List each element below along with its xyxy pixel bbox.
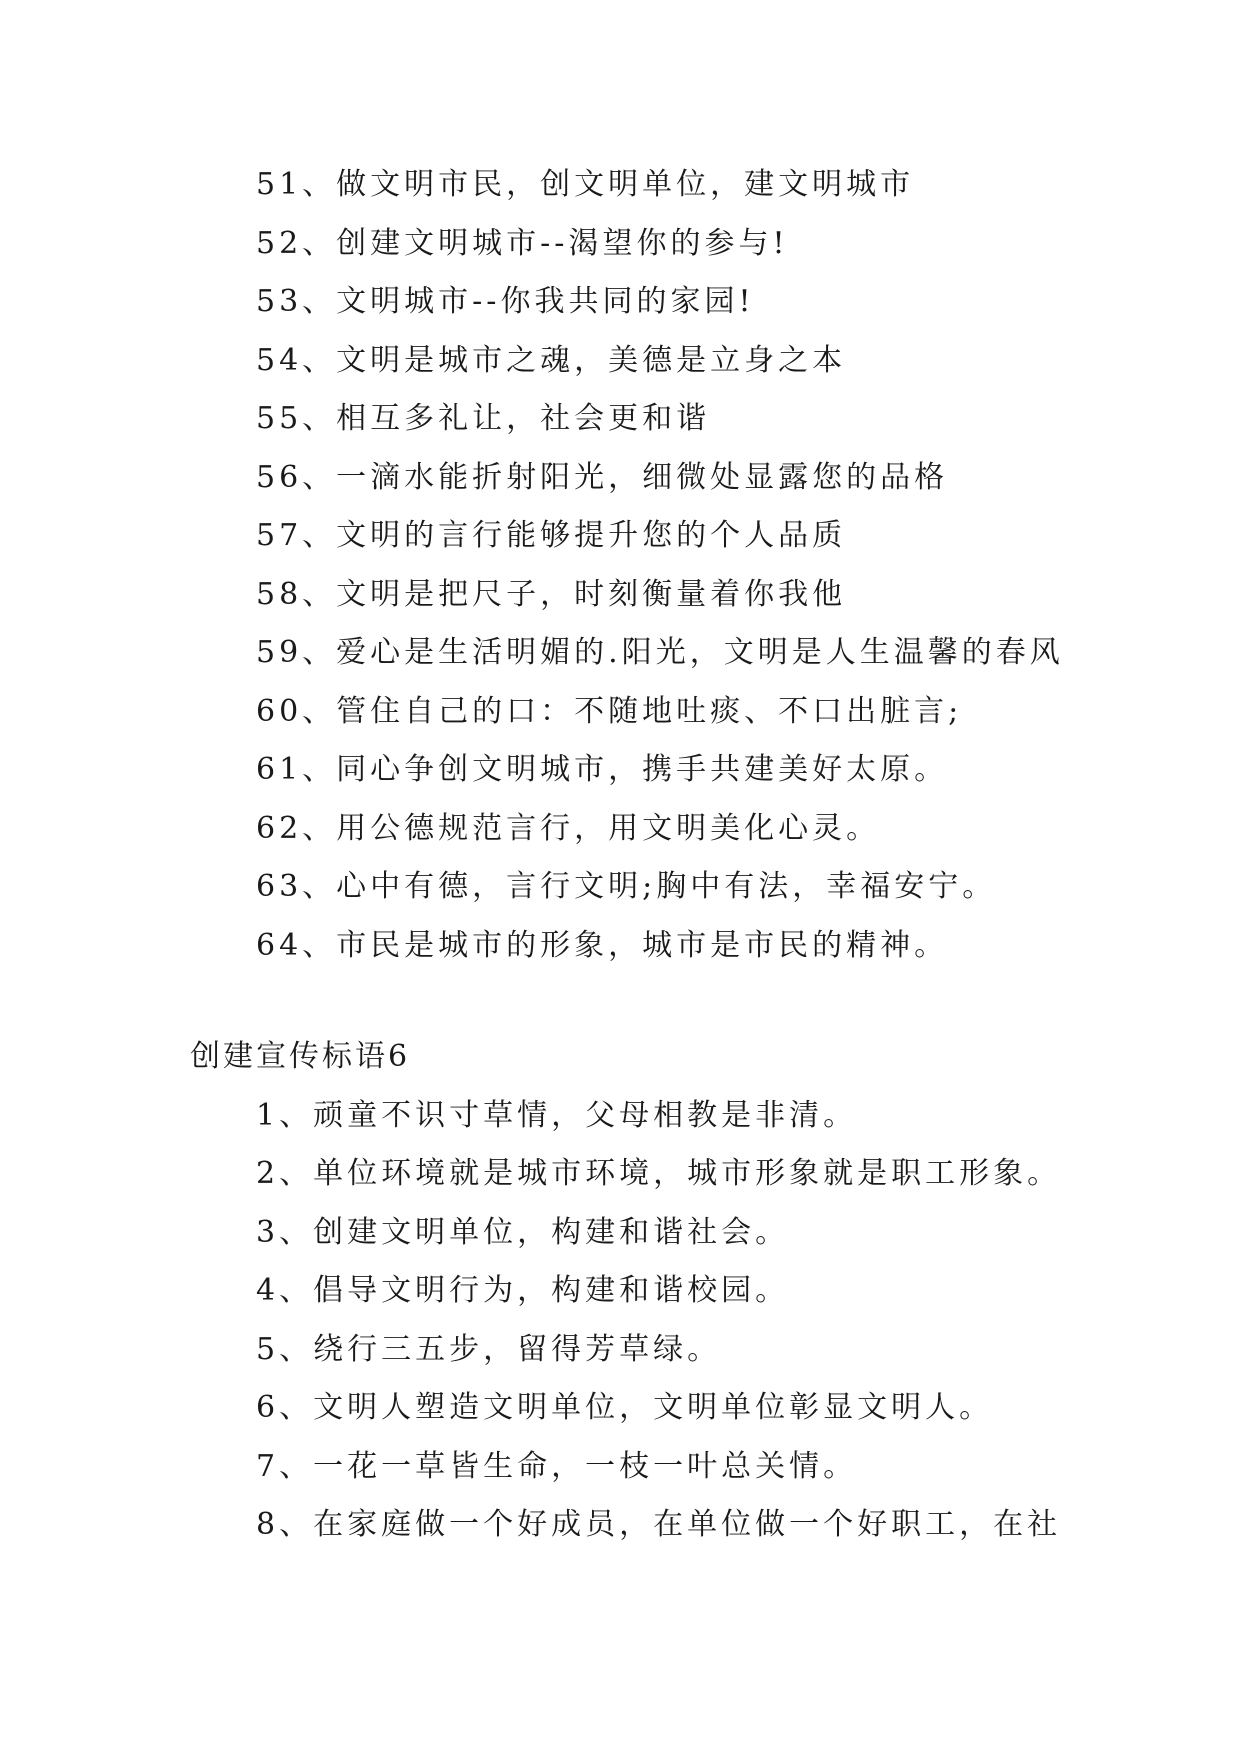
slogan-line: 7、一花一草皆生命，一枝一叶总关情。	[256, 1449, 858, 1484]
section-heading: 创建宣传标语6	[190, 1039, 411, 1074]
slogan-line: 4、倡导文明行为，构建和谐校园。	[256, 1273, 790, 1308]
slogan-line: 58、文明是把尺子，时刻衡量着你我他	[256, 577, 847, 612]
slogan-line: 53、文明城市--你我共同的家园!	[256, 284, 755, 319]
slogan-line: 3、创建文明单位，构建和谐社会。	[256, 1215, 790, 1250]
slogan-line: 51、做文明市民，创文明单位，建文明城市	[256, 167, 915, 202]
slogan-line: 1、顽童不识寸草情，父母相教是非清。	[256, 1098, 858, 1133]
slogan-line: 2、单位环境就是城市环境，城市形象就是职工形象。	[256, 1156, 1062, 1191]
slogan-line: 52、创建文明城市--渴望你的参与!	[256, 226, 789, 261]
slogan-line: 63、心中有德，言行文明;胸中有法，幸福安宁。	[256, 869, 997, 904]
slogan-line: 64、市民是城市的形象，城市是市民的精神。	[256, 928, 949, 963]
slogan-line: 60、管住自己的口：不随地吐痰、不口出脏言;	[256, 694, 963, 729]
slogan-line: 5、绕行三五步，留得芳草绿。	[256, 1332, 722, 1367]
slogan-line: 56、一滴水能折射阳光，细微处显露您的品格	[256, 460, 949, 495]
slogan-line: 6、文明人塑造文明单位，文明单位彰显文明人。	[256, 1390, 994, 1425]
slogan-line: 54、文明是城市之魂，美德是立身之本	[256, 343, 847, 378]
slogan-line: 55、相互多礼让，社会更和谐	[256, 401, 711, 436]
slogan-line: 8、在家庭做一个好成员，在单位做一个好职工，在社	[256, 1507, 1062, 1542]
slogan-line: 62、用公德规范言行，用文明美化心灵。	[256, 811, 881, 846]
slogan-line: 57、文明的言行能够提升您的个人品质	[256, 518, 847, 553]
slogan-line: 59、爱心是生活明媚的.阳光，文明是人生温馨的春风	[256, 635, 1064, 670]
slogan-line: 61、同心争创文明城市，携手共建美好太原。	[256, 752, 949, 787]
